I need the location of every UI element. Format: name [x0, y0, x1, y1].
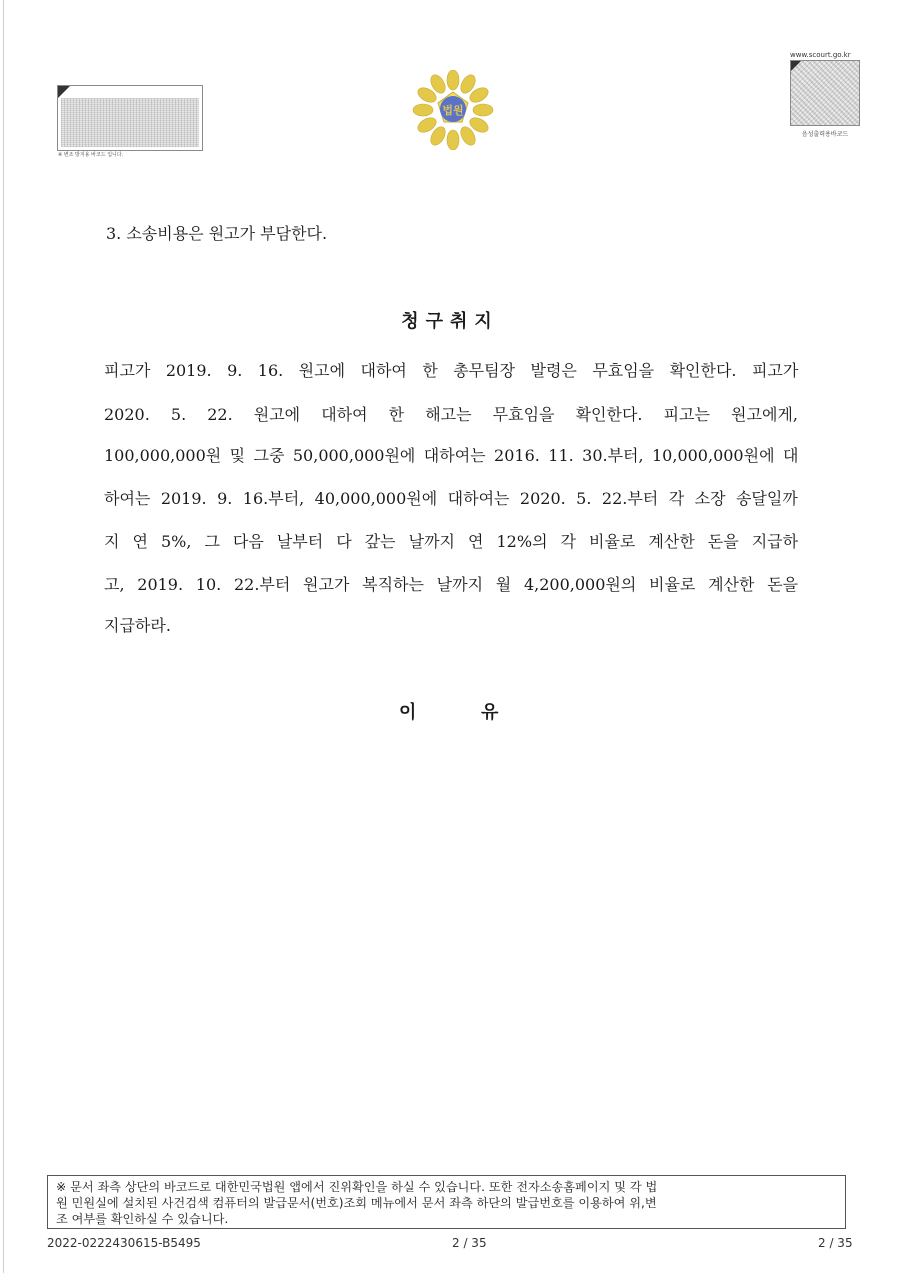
claim-line: 피고가 2019. 9. 16. 원고에 대하여 한 총무팀장 발령은 무효임을 확인한다. 피고가	[104, 361, 799, 380]
reason-heading-char: 유	[481, 702, 499, 723]
claim-line: 지급하라.	[104, 616, 171, 635]
emblem-text: 법원	[442, 104, 464, 117]
scan-edge-line	[3, 0, 4, 1273]
qr-url: www.scourt.go.kr	[790, 51, 851, 59]
claim-line: 하여는 2019. 9. 16.부터, 40,000,000원에 대하여는 2020. 5. 22.부터 각 소장 송달일까	[104, 489, 798, 508]
notice-line: 조 여부를 확인하실 수 있습니다.	[56, 1212, 229, 1226]
reason-heading-char: 이	[399, 702, 417, 723]
claim-line: 100,000,000원 및 그중 50,000,000원에 대하여는 2016. 11. 30.부터, 10,000,000원에 대	[104, 446, 799, 465]
page-number: 2 / 35	[452, 1236, 487, 1250]
claim-line: 고, 2019. 10. 22.부터 원고가 복직하는 날까지 월 4,200,000원의 비율로 계산한 돈을	[104, 575, 799, 594]
notice-line: ※ 문서 좌측 상단의 바코드로 대한민국법원 앱에서 진위확인을 하실 수 있습니다. 또한 전자소송홈페이지 및 각 법	[56, 1180, 658, 1194]
court-emblem-icon	[412, 70, 494, 150]
page-number-right: 2 / 35	[818, 1236, 853, 1250]
verification-notice	[47, 1175, 846, 1229]
barcode-caption: ※ 변조 방지용 바코드 입니다.	[58, 152, 124, 158]
voice-output-barcode	[790, 60, 860, 126]
anti-forgery-barcode	[57, 85, 203, 151]
claim-heading: 청구취지	[401, 311, 499, 332]
qr-caption: 음성출력용바코드	[801, 131, 849, 138]
claim-line: 지 연 5%, 그 다음 날부터 다 갚는 날까지 연 12%의 각 비율로 계산한 돈을 지급하	[104, 532, 799, 551]
judgment-item-3: 3. 소송비용은 원고가 부담한다.	[106, 224, 328, 243]
claim-line: 2020. 5. 22. 원고에 대하여 한 해고는 무효임을 확인한다. 피고는 원고에게,	[104, 405, 798, 424]
notice-line: 원 민원실에 설치된 사건검색 컴퓨터의 발급문서(번호)조회 메뉴에서 문서 좌측 하단의 발급번호를 이용하여 위,변	[56, 1196, 657, 1210]
issue-number: 2022-0222430615-B5495	[47, 1236, 201, 1250]
